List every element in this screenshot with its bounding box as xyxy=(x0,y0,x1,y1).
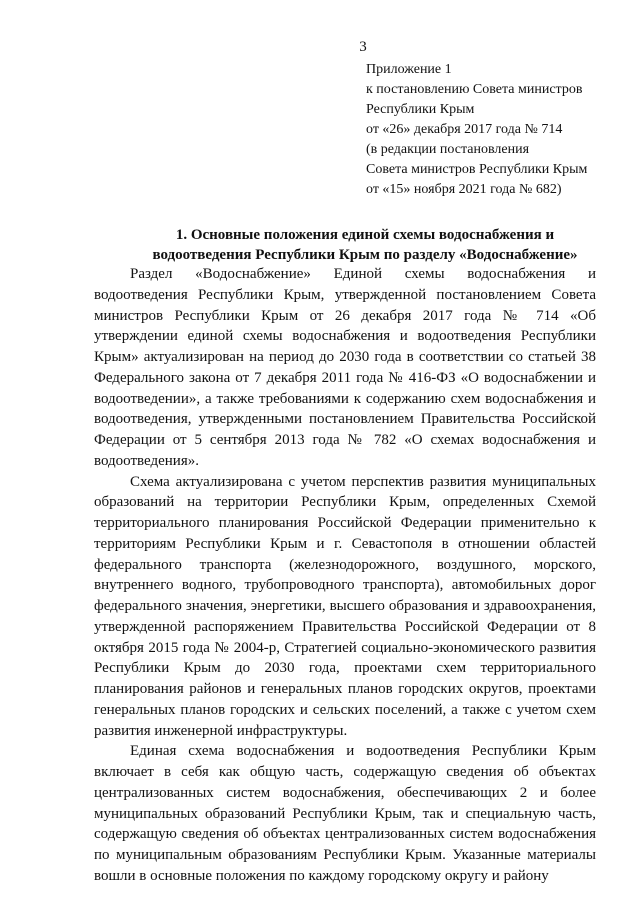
appendix-line-5: (в редакции постановления xyxy=(366,142,530,157)
appendix-line-6: Совета министров Республики Крым xyxy=(366,162,588,177)
body-text xyxy=(94,264,596,887)
appendix-line-7: от «15» ноября 2021 года № 682) xyxy=(366,182,562,197)
appendix-line-1: Приложение 1 xyxy=(366,62,452,77)
page-number: 3 xyxy=(359,39,367,55)
appendix-header xyxy=(366,60,626,200)
paragraph-1: Раздел «Водоснабжение» Единой схемы водоснабжения и водоотведения Республики Крым, утвержденной постановлением Совета министров Республики Крым от 26 декабря 2017 года № 714 «Об утверждении единой схемы водоснабжения и водоотведения Республики Крым» актуализирован на период до 2030 года в соответствии со статьей 38 Федерального закона от 7 декабря 2011 года № 416-ФЗ «О водоснабжении и водоотведении», а также требованиями к содержанию схем водоснабжения и водоотведения, утвержденными постановлением Правительства Российской Федерации от 5 сентября 2013 года № 782 «О схемах водоснабжения и водоотведения». xyxy=(94,266,596,469)
paragraph-3: Единая схема водоснабжения и водоотведения Республики Крым включает в себя как общую часть, содержащую сведения об объектах централизованных систем водоснабжения, обеспечивающих 2 и более муниципальных образований Республики Крым, так и специальную часть, содержащую сведения об объектах централизованных систем водоснабжения по муниципальным образованиям Республики Крым. Указанные материалы вошли в основные положения по каждому городскому округу и району xyxy=(94,743,596,884)
section-title-line-1: 1. Основные положения единой схемы водоснабжения и xyxy=(175,227,555,243)
appendix-line-2: к постановлению Совета министров xyxy=(366,82,583,97)
section-title-line-2: водоотведения Республики Крым по разделу «Водоснабжение» xyxy=(152,247,578,263)
section-title xyxy=(120,225,610,265)
appendix-line-3: Республики Крым xyxy=(366,102,475,117)
paragraph-2: Схема актуализирована с учетом перспектив развития муниципальных образований на территории Республики Крым, определенных Схемой территориального планирования Российской Федерации применительно к территориям Республики Крым и г. Севастополя в отношении областей федерального транспорта (железнодорожного, воздушного, морского, внутреннего водного, трубопроводного транспорта), автомобильных дорог федерального значения, энергетики, высшего образования и здравоохранения, утвержденной распоряжением Правительства Российской Федерации от 8 октября 2015 года № 2004-р, Стратегией социально-экономического развития Республики Крым до 2030 года, проектами схем территориального планирования районов и генеральных планов городских округов, проектами генеральных планов городских и сельских поселений, а также с учетом схем развития инженерной инфраструктуры. xyxy=(94,473,596,739)
appendix-line-4: от «26» декабря 2017 года № 714 xyxy=(366,122,563,137)
